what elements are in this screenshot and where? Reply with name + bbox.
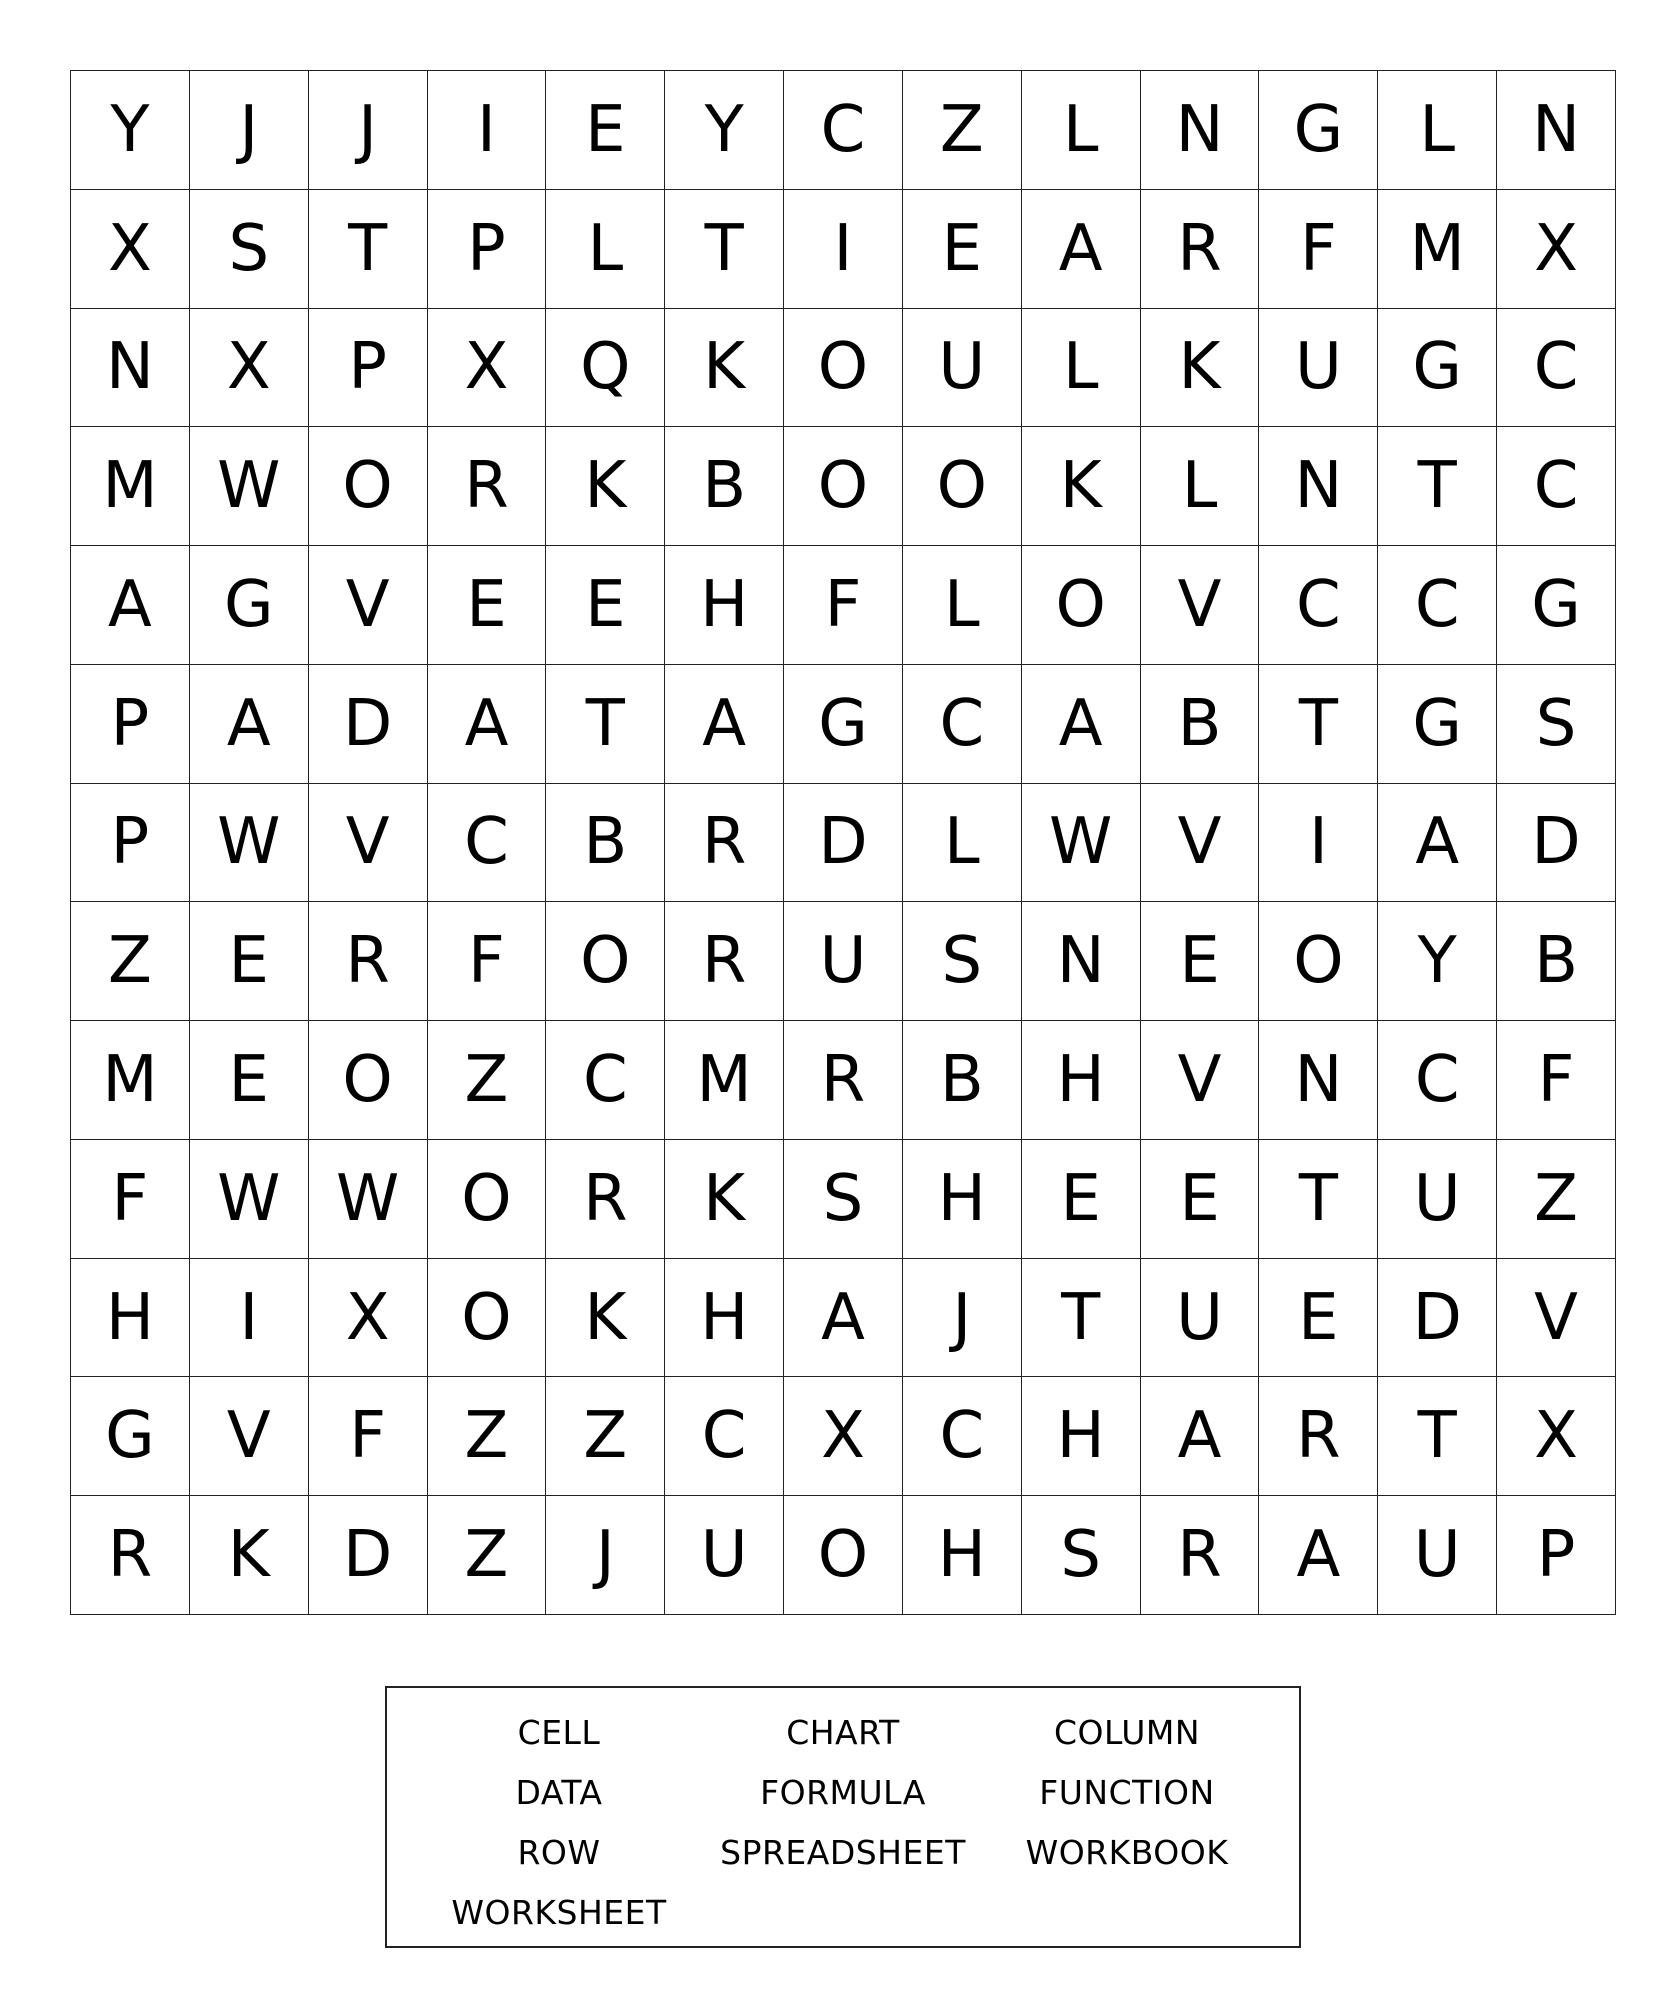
- grid-cell[interactable]: U: [903, 309, 1022, 428]
- grid-cell[interactable]: H: [903, 1496, 1022, 1615]
- grid-cell[interactable]: G: [1259, 71, 1378, 190]
- grid-cell[interactable]: X: [309, 1259, 428, 1378]
- grid-cell[interactable]: D: [309, 1496, 428, 1615]
- grid-cell[interactable]: U: [784, 902, 903, 1021]
- grid-cell[interactable]: C: [1497, 309, 1616, 428]
- grid-cell[interactable]: B: [1497, 902, 1616, 1021]
- grid-cell[interactable]: I: [190, 1259, 309, 1378]
- grid-cell[interactable]: R: [784, 1021, 903, 1140]
- grid-cell[interactable]: Z: [71, 902, 190, 1021]
- grid-cell[interactable]: E: [903, 190, 1022, 309]
- grid-cell[interactable]: V: [1141, 784, 1260, 903]
- grid-cell[interactable]: W: [1022, 784, 1141, 903]
- grid-cell[interactable]: S: [784, 1140, 903, 1259]
- grid-cell[interactable]: Y: [1378, 902, 1497, 1021]
- grid-cell[interactable]: V: [309, 546, 428, 665]
- grid-cell[interactable]: C: [546, 1021, 665, 1140]
- grid-cell[interactable]: E: [1141, 902, 1260, 1021]
- grid-cell[interactable]: R: [546, 1140, 665, 1259]
- grid-cell[interactable]: A: [1378, 784, 1497, 903]
- grid-cell[interactable]: V: [190, 1377, 309, 1496]
- word-bank-item: FORMULA: [760, 1772, 926, 1812]
- grid-cell[interactable]: K: [546, 427, 665, 546]
- grid-cell[interactable]: W: [190, 427, 309, 546]
- grid-cell[interactable]: B: [665, 427, 784, 546]
- grid-cell[interactable]: T: [1378, 427, 1497, 546]
- grid-cell[interactable]: W: [309, 1140, 428, 1259]
- grid-cell[interactable]: L: [1141, 427, 1260, 546]
- grid-cell[interactable]: O: [1022, 546, 1141, 665]
- grid-cell[interactable]: G: [1378, 665, 1497, 784]
- grid-cell[interactable]: G: [1378, 309, 1497, 428]
- word-bank-item: CHART: [786, 1712, 900, 1752]
- grid-cell[interactable]: T: [309, 190, 428, 309]
- grid-cell[interactable]: T: [546, 665, 665, 784]
- grid-cell[interactable]: A: [1141, 1377, 1260, 1496]
- grid-cell[interactable]: O: [546, 902, 665, 1021]
- grid-cell[interactable]: R: [665, 902, 784, 1021]
- grid-cell[interactable]: J: [309, 71, 428, 190]
- grid-cell[interactable]: E: [546, 71, 665, 190]
- grid-cell[interactable]: F: [1497, 1021, 1616, 1140]
- word-bank-item: CELL: [517, 1712, 601, 1752]
- grid-cell[interactable]: C: [428, 784, 547, 903]
- grid-cell[interactable]: W: [190, 1140, 309, 1259]
- grid-cell[interactable]: R: [665, 784, 784, 903]
- grid-cell[interactable]: V: [1497, 1259, 1616, 1378]
- grid-cell[interactable]: X: [71, 190, 190, 309]
- grid-cell[interactable]: B: [903, 1021, 1022, 1140]
- grid-cell[interactable]: M: [665, 1021, 784, 1140]
- grid-cell[interactable]: H: [71, 1259, 190, 1378]
- word-bank-item: WORKSHEET: [451, 1892, 667, 1932]
- grid-cell[interactable]: U: [665, 1496, 784, 1615]
- grid-cell[interactable]: J: [903, 1259, 1022, 1378]
- grid-cell[interactable]: X: [1497, 1377, 1616, 1496]
- grid-cell[interactable]: P: [309, 309, 428, 428]
- grid-cell[interactable]: Z: [428, 1496, 547, 1615]
- word-bank: [385, 1686, 1301, 1948]
- grid-cell[interactable]: B: [546, 784, 665, 903]
- grid-cell[interactable]: R: [428, 427, 547, 546]
- grid-cell[interactable]: T: [1259, 665, 1378, 784]
- grid-cell[interactable]: O: [309, 1021, 428, 1140]
- grid-cell[interactable]: C: [1497, 427, 1616, 546]
- grid-cell[interactable]: L: [1022, 309, 1141, 428]
- grid-cell[interactable]: A: [428, 665, 547, 784]
- letter-grid: [70, 70, 1616, 1615]
- grid-cell[interactable]: C: [665, 1377, 784, 1496]
- grid-cell[interactable]: L: [903, 784, 1022, 903]
- grid-cell[interactable]: E: [428, 546, 547, 665]
- grid-cell[interactable]: F: [428, 902, 547, 1021]
- grid-cell[interactable]: O: [309, 427, 428, 546]
- grid-cell[interactable]: Z: [428, 1021, 547, 1140]
- grid-cell[interactable]: T: [665, 190, 784, 309]
- grid-cell[interactable]: O: [903, 427, 1022, 546]
- grid-cell[interactable]: C: [903, 665, 1022, 784]
- grid-cell[interactable]: C: [1378, 546, 1497, 665]
- grid-cell[interactable]: G: [71, 1377, 190, 1496]
- grid-cell[interactable]: Z: [428, 1377, 547, 1496]
- word-bank-item: COLUMN: [1053, 1712, 1201, 1752]
- grid-cell[interactable]: S: [1022, 1496, 1141, 1615]
- grid-cell[interactable]: A: [1022, 190, 1141, 309]
- grid-cell[interactable]: R: [1141, 190, 1260, 309]
- grid-cell[interactable]: E: [1141, 1140, 1260, 1259]
- word-bank-item: DATA: [515, 1772, 603, 1812]
- grid-cell[interactable]: Q: [546, 309, 665, 428]
- grid-cell[interactable]: L: [903, 546, 1022, 665]
- grid-cell[interactable]: B: [1141, 665, 1260, 784]
- grid-cell[interactable]: N: [1141, 71, 1260, 190]
- grid-cell[interactable]: C: [1378, 1021, 1497, 1140]
- grid-cell[interactable]: X: [428, 309, 547, 428]
- grid-cell[interactable]: X: [190, 309, 309, 428]
- grid-cell[interactable]: O: [428, 1259, 547, 1378]
- grid-cell[interactable]: U: [1378, 1140, 1497, 1259]
- grid-cell[interactable]: O: [1259, 902, 1378, 1021]
- grid-cell[interactable]: A: [665, 665, 784, 784]
- grid-cell[interactable]: L: [1378, 71, 1497, 190]
- grid-cell[interactable]: N: [1259, 1021, 1378, 1140]
- grid-cell[interactable]: H: [1022, 1377, 1141, 1496]
- grid-cell[interactable]: N: [1497, 71, 1616, 190]
- word-bank-item: WORKBOOK: [1025, 1832, 1229, 1872]
- grid-cell[interactable]: Y: [665, 71, 784, 190]
- grid-cell[interactable]: U: [1259, 309, 1378, 428]
- grid-cell[interactable]: V: [1141, 1021, 1260, 1140]
- grid-cell[interactable]: S: [190, 190, 309, 309]
- grid-cell[interactable]: F: [784, 546, 903, 665]
- word-bank-item: SPREADSHEET: [720, 1832, 966, 1872]
- grid-cell[interactable]: D: [1378, 1259, 1497, 1378]
- grid-cell[interactable]: E: [1022, 1140, 1141, 1259]
- grid-cell[interactable]: H: [903, 1140, 1022, 1259]
- grid-cell[interactable]: C: [903, 1377, 1022, 1496]
- grid-cell[interactable]: H: [665, 1259, 784, 1378]
- grid-cell[interactable]: K: [665, 309, 784, 428]
- grid-cell[interactable]: N: [71, 309, 190, 428]
- grid-cell[interactable]: E: [190, 1021, 309, 1140]
- grid-cell[interactable]: A: [784, 1259, 903, 1378]
- grid-cell[interactable]: L: [1022, 71, 1141, 190]
- grid-cell[interactable]: P: [1497, 1496, 1616, 1615]
- grid-cell[interactable]: A: [71, 546, 190, 665]
- grid-cell[interactable]: T: [1378, 1377, 1497, 1496]
- grid-cell[interactable]: R: [1141, 1496, 1260, 1615]
- grid-cell[interactable]: M: [71, 427, 190, 546]
- grid-cell[interactable]: K: [1141, 309, 1260, 428]
- grid-cell[interactable]: L: [546, 190, 665, 309]
- grid-cell[interactable]: D: [1497, 784, 1616, 903]
- grid-cell[interactable]: Z: [903, 71, 1022, 190]
- word-bank-item: FUNCTION: [1039, 1772, 1215, 1812]
- grid-cell[interactable]: P: [71, 665, 190, 784]
- grid-cell[interactable]: P: [71, 784, 190, 903]
- grid-cell[interactable]: R: [1259, 1377, 1378, 1496]
- grid-cell[interactable]: A: [1022, 665, 1141, 784]
- grid-cell[interactable]: A: [1259, 1496, 1378, 1615]
- grid-cell[interactable]: A: [190, 665, 309, 784]
- grid-cell[interactable]: M: [1378, 190, 1497, 309]
- grid-cell[interactable]: D: [784, 784, 903, 903]
- grid-cell[interactable]: T: [1259, 1140, 1378, 1259]
- grid-cell[interactable]: R: [71, 1496, 190, 1615]
- grid-cell[interactable]: E: [546, 546, 665, 665]
- grid-cell[interactable]: W: [190, 784, 309, 903]
- grid-cell[interactable]: O: [784, 1496, 903, 1615]
- grid-cell[interactable]: F: [309, 1377, 428, 1496]
- grid-cell[interactable]: O: [784, 309, 903, 428]
- grid-cell[interactable]: S: [903, 902, 1022, 1021]
- grid-cell[interactable]: I: [428, 71, 547, 190]
- grid-cell[interactable]: F: [71, 1140, 190, 1259]
- grid-cell[interactable]: G: [1497, 546, 1616, 665]
- grid-cell[interactable]: C: [784, 71, 903, 190]
- grid-cell[interactable]: N: [1259, 427, 1378, 546]
- grid-cell[interactable]: V: [1141, 546, 1260, 665]
- grid-cell[interactable]: T: [1022, 1259, 1141, 1378]
- grid-cell[interactable]: D: [309, 665, 428, 784]
- grid-cell[interactable]: K: [190, 1496, 309, 1615]
- grid-cell[interactable]: F: [1259, 190, 1378, 309]
- grid-cell[interactable]: I: [1259, 784, 1378, 903]
- grid-cell[interactable]: M: [71, 1021, 190, 1140]
- grid-cell[interactable]: U: [1141, 1259, 1260, 1378]
- grid-cell[interactable]: Z: [546, 1377, 665, 1496]
- grid-cell[interactable]: X: [784, 1377, 903, 1496]
- grid-cell[interactable]: E: [190, 902, 309, 1021]
- grid-cell[interactable]: H: [665, 546, 784, 665]
- grid-cell[interactable]: X: [1497, 190, 1616, 309]
- grid-cell[interactable]: U: [1378, 1496, 1497, 1615]
- grid-cell[interactable]: E: [1259, 1259, 1378, 1378]
- grid-cell[interactable]: V: [309, 784, 428, 903]
- grid-cell[interactable]: O: [428, 1140, 547, 1259]
- grid-cell[interactable]: I: [784, 190, 903, 309]
- grid-cell[interactable]: Z: [1497, 1140, 1616, 1259]
- grid-cell[interactable]: R: [309, 902, 428, 1021]
- grid-cell[interactable]: G: [784, 665, 903, 784]
- grid-cell[interactable]: H: [1022, 1021, 1141, 1140]
- grid-cell[interactable]: O: [784, 427, 903, 546]
- grid-cell[interactable]: S: [1497, 665, 1616, 784]
- grid-cell[interactable]: P: [428, 190, 547, 309]
- grid-cell[interactable]: N: [1022, 902, 1141, 1021]
- word-bank-item: ROW: [517, 1832, 601, 1872]
- grid-cell[interactable]: G: [190, 546, 309, 665]
- grid-cell[interactable]: J: [190, 71, 309, 190]
- grid-cell[interactable]: K: [665, 1140, 784, 1259]
- grid-cell[interactable]: J: [546, 1496, 665, 1615]
- grid-cell[interactable]: K: [1022, 427, 1141, 546]
- grid-cell[interactable]: C: [1259, 546, 1378, 665]
- grid-cell[interactable]: K: [546, 1259, 665, 1378]
- grid-cell[interactable]: Y: [71, 71, 190, 190]
